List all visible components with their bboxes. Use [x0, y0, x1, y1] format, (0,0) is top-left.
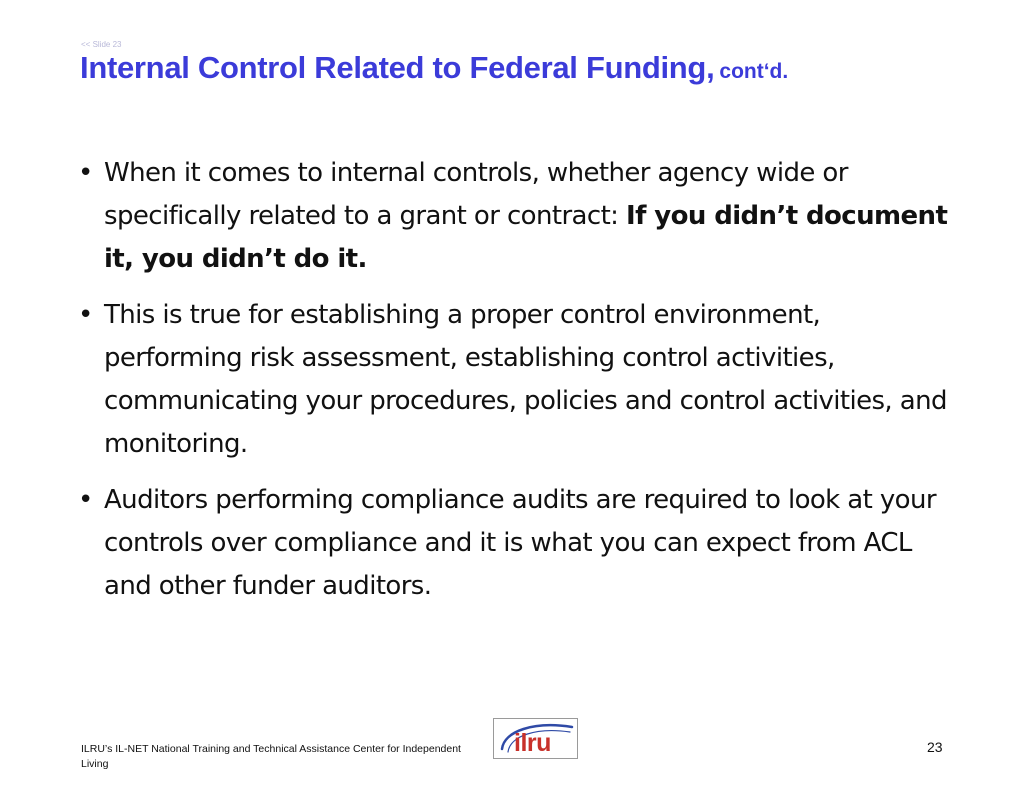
bullet-dot: • [78, 485, 93, 515]
title-suffix: cont‘d. [719, 60, 789, 83]
ilru-logo [493, 718, 578, 759]
slide-reference: << Slide 23 [81, 40, 122, 49]
footer-organization: ILRU’s IL-NET National Training and Technical Assistance Center for Independent Living [81, 743, 461, 770]
bullet-dot: • [78, 300, 93, 330]
bullet-bold-text: If you didn’t document it, you didn’t do it. [104, 201, 948, 274]
bullet-dot: • [78, 158, 93, 188]
bullet-text: Auditors performing compliance audits are required to look at your controls over compliance and it is what you can expect from ACL and other funder auditors. [104, 485, 936, 601]
slide-title [80, 50, 788, 86]
title-main: Internal Control Related to Federal Funding, [80, 50, 715, 85]
bullet-list [78, 152, 958, 621]
bullet-text: When it comes to internal controls, whether agency wide or specifically related to a grant or contract: [104, 158, 848, 231]
bullet-item [78, 152, 958, 281]
bullet-item [78, 294, 958, 466]
logo-text: ilru [514, 729, 551, 757]
bullet-text: This is true for establishing a proper control environment, performing risk assessment, establishing control activities, communicating your procedures, policies and control activities, and monitoring. [104, 300, 947, 459]
bullet-item [78, 479, 958, 608]
page-number: 23 [927, 739, 943, 755]
